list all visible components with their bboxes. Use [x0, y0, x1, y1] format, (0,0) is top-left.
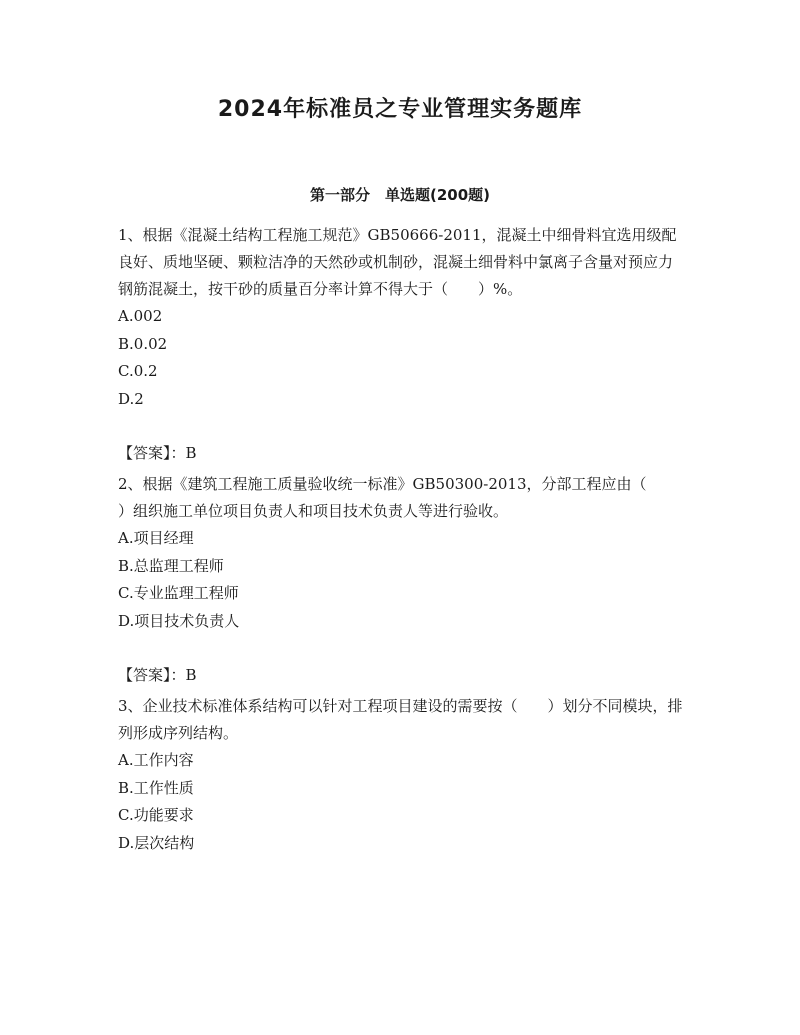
question-2 [118, 471, 684, 689]
option-d: D.层次结构 [118, 833, 195, 852]
question-text: 1、根据《混凝土结构工程施工规范》GB50666-2011，混凝土中细骨料宜选用级配良好、质地坚硬、颗粒洁净的天然砂或机制砂，混凝土细骨料中氯离子含量对预应力钢筋混凝土，按干砂的质量百分率计算不得大于（ ）%。 [118, 226, 677, 298]
question-1 [118, 222, 684, 467]
question-3 [118, 693, 684, 857]
option-c: C.0.2 [118, 362, 158, 380]
option-d: D.项目技术负责人 [118, 611, 240, 630]
option-b: B.工作性质 [118, 778, 194, 797]
section-title: 第一部分 单选题(200题) [309, 186, 491, 204]
answer-line: 【答案】：B [118, 666, 197, 684]
option-c: C.专业监理工程师 [118, 584, 239, 602]
question-text: 3、企业技术标准体系结构可以针对工程项目建设的需要按（ ）划分不同模块，排列形成序列结构。 [118, 697, 683, 742]
question-list [118, 222, 684, 861]
option-a: A.项目经理 [118, 529, 194, 547]
question-text: 2、根据《建筑工程施工质量验收统一标准》GB50300-2013，分部工程应由（ ）组织施工单位项目负责人和项目技术负责人等进行验收。 [118, 475, 677, 520]
answer-line: 【答案】：B [118, 444, 197, 462]
option-b: B.总监理工程师 [118, 556, 224, 575]
option-d: D.2 [118, 389, 144, 408]
option-c: C.功能要求 [118, 806, 194, 824]
document-title: 2024年标准员之专业管理实务题库 [217, 97, 583, 122]
option-b: B.0.02 [118, 334, 168, 353]
option-a: A.工作内容 [118, 751, 194, 769]
option-a: A.002 [118, 307, 163, 325]
